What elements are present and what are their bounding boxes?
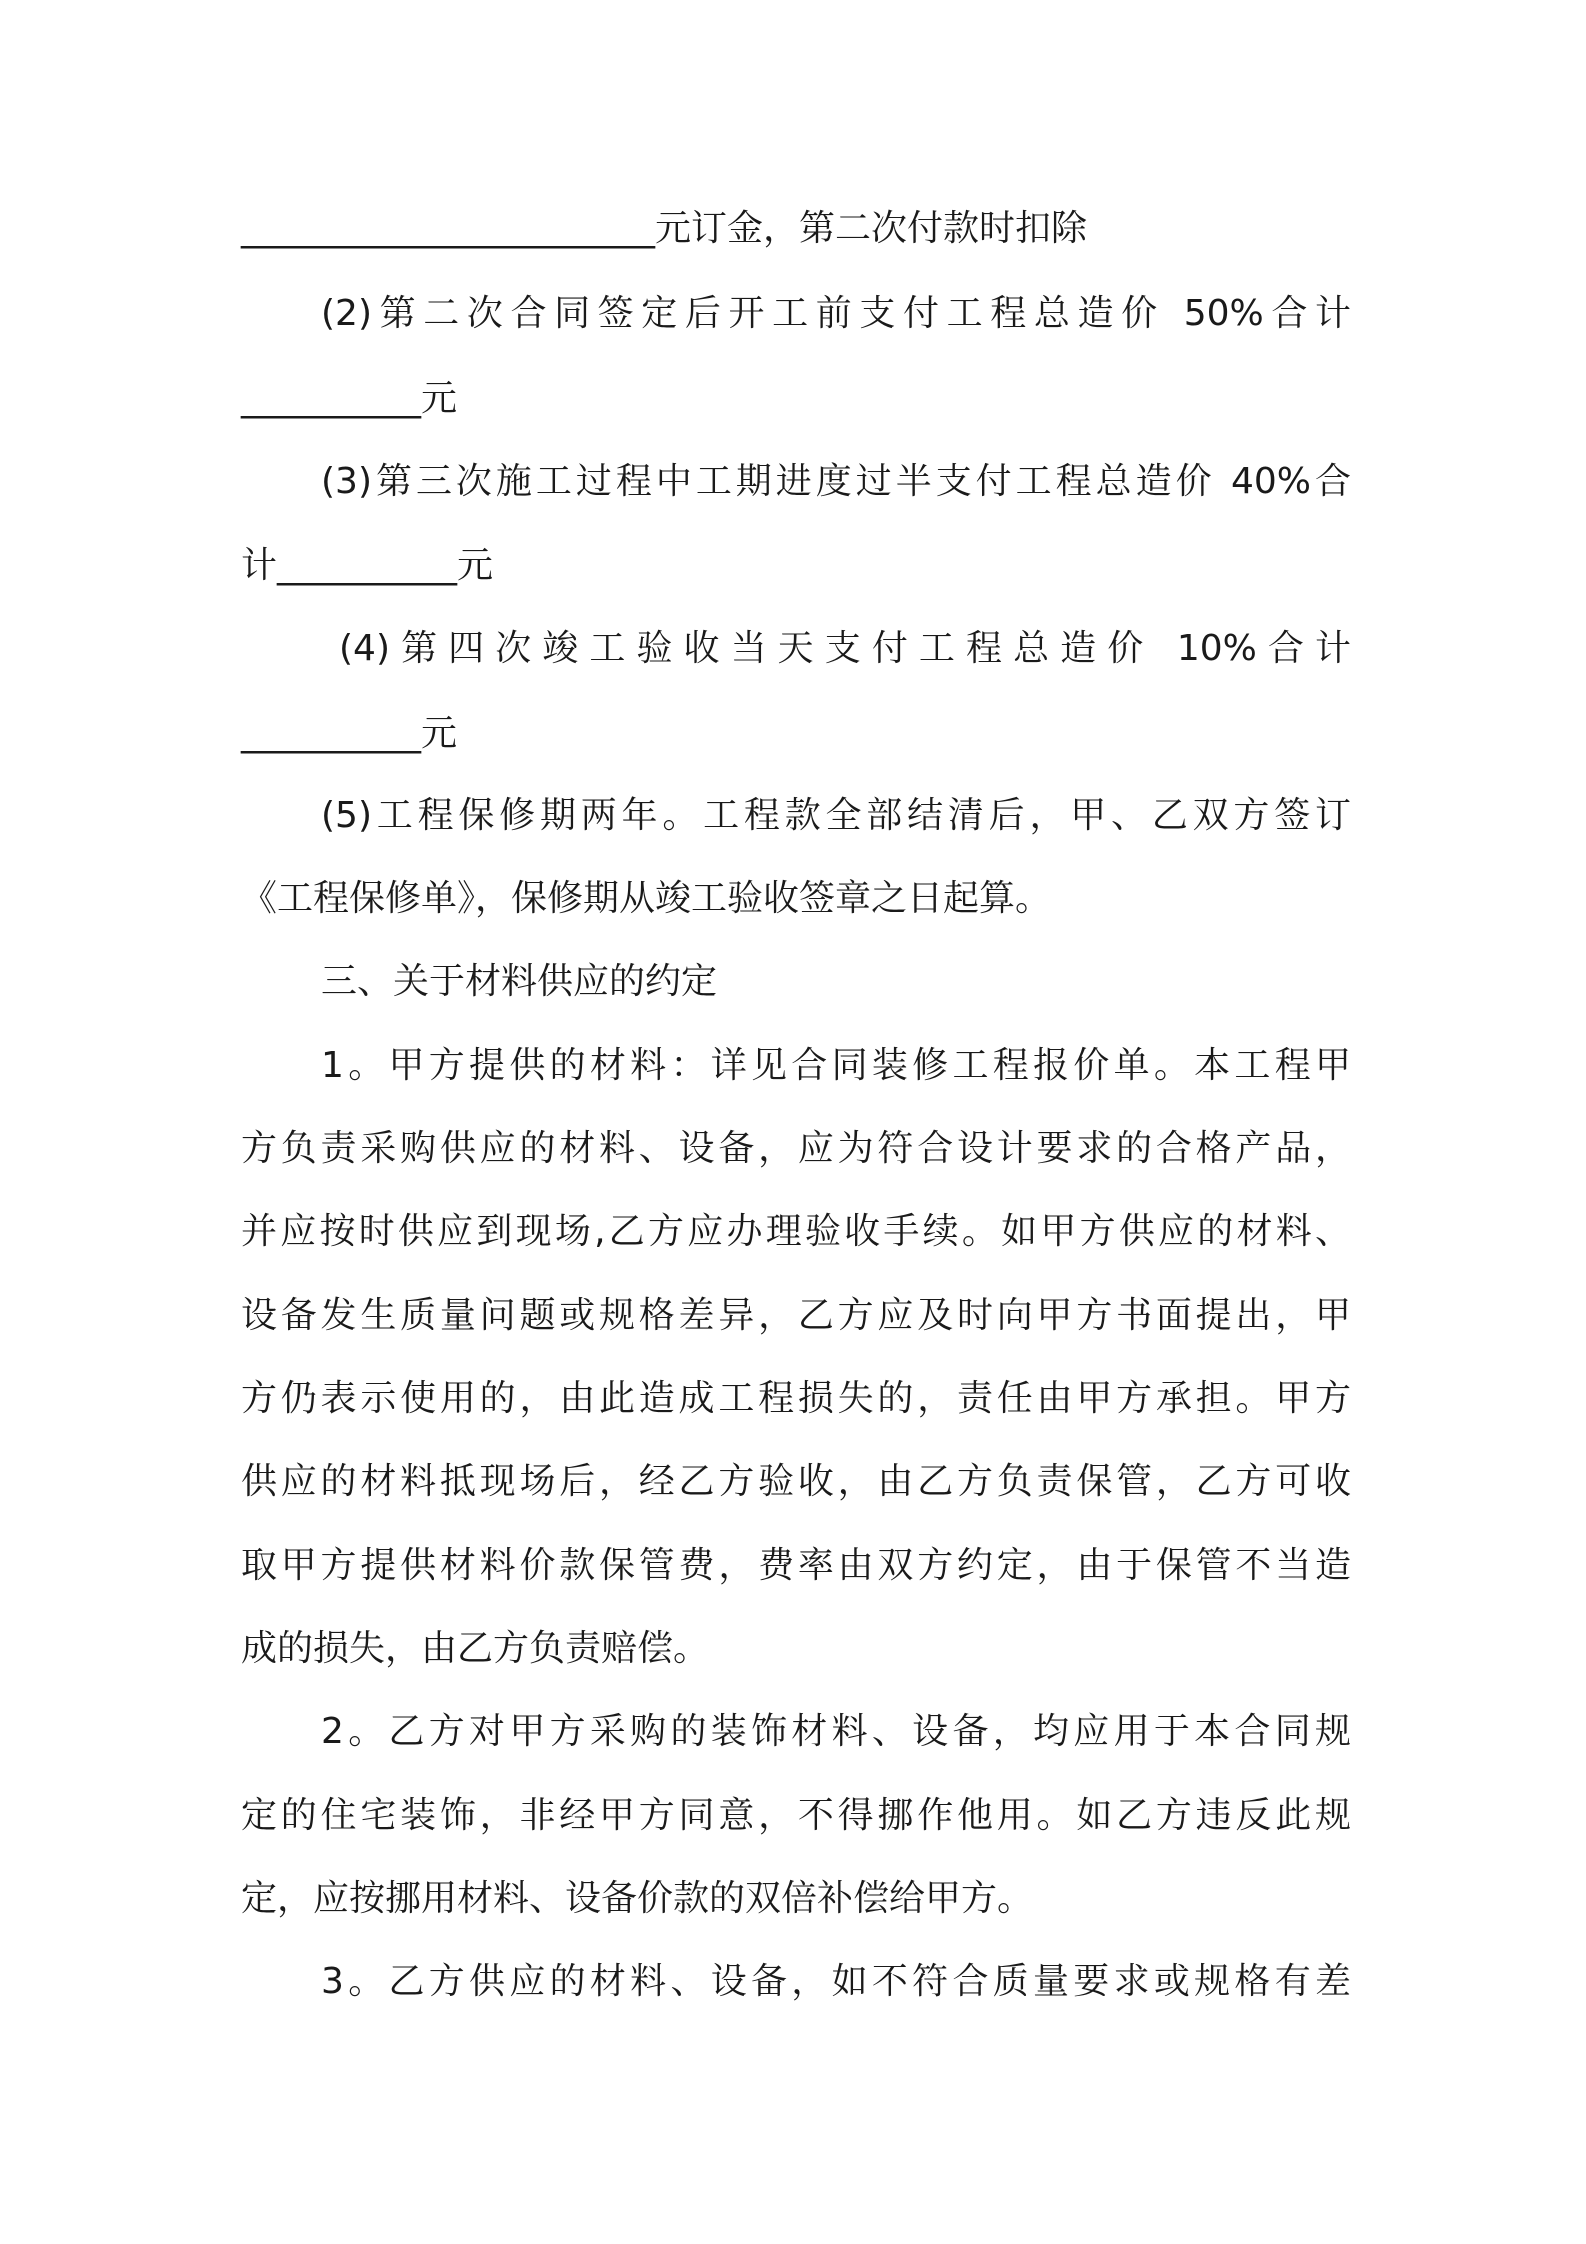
text-line-12: 方负责采购供应的材料、设备，应为符合设计要求的合格产品， [241, 1128, 1351, 1169]
text-line-4: (3)第三次施工过程中工期进度过半支付工程总造价 40%合 [321, 461, 1351, 502]
text-line-20: 定的住宅装饰，非经甲方同意，不得挪作他用。如乙方违反此规 [241, 1795, 1351, 1836]
text-line-9: 《工程保修单》，保修期从竣工验收签章之日起算。 [241, 878, 1052, 919]
text-line-6: (4)第四次竣工验收当天支付工程总造价 10%合计 [339, 628, 1351, 669]
text-line-2: (2)第二次合同签定后开工前支付工程总造价 50%合计 [321, 293, 1351, 334]
text-line-16: 供应的材料抵现场后，经乙方验收，由乙方负责保管，乙方可收 [241, 1461, 1351, 1502]
text-line-15: 方仍表示使用的，由此造成工程损失的，责任由甲方承担。甲方 [241, 1378, 1351, 1419]
text-line-11: 1。甲方提供的材料：详见合同装修工程报价单。本工程甲 [321, 1045, 1351, 1086]
text-line-21: 定，应按挪用材料、设备价款的双倍补偿给甲方。 [241, 1878, 1034, 1919]
text-line-13: 并应按时供应到现场,乙方应办理验收手续。如甲方供应的材料、 [241, 1211, 1351, 1252]
text-line-7: __________元 [241, 713, 458, 754]
text-line-5: 计__________元 [241, 545, 494, 586]
text-line-14: 设备发生质量问题或规格差异，乙方应及时向甲方书面提出，甲 [241, 1295, 1351, 1336]
text-line-19: 2。乙方对甲方采购的装饰材料、设备，均应用于本合同规 [321, 1711, 1351, 1752]
text-line-1: _______________________元订金，第二次付款时扣除 [241, 208, 1088, 249]
text-line-8: (5)工程保修期两年。工程款全部结清后，甲、乙双方签订 [321, 795, 1351, 836]
text-line-18: 成的损失，由乙方负责赔偿。 [241, 1628, 710, 1669]
text-line-22: 3。乙方供应的材料、设备，如不符合质量要求或规格有差 [321, 1961, 1351, 2002]
section-heading: 三、关于材料供应的约定 [321, 961, 718, 1002]
text-line-17: 取甲方提供材料价款保管费，费率由双方约定，由于保管不当造 [241, 1545, 1351, 1586]
text-line-3: __________元 [241, 378, 458, 419]
